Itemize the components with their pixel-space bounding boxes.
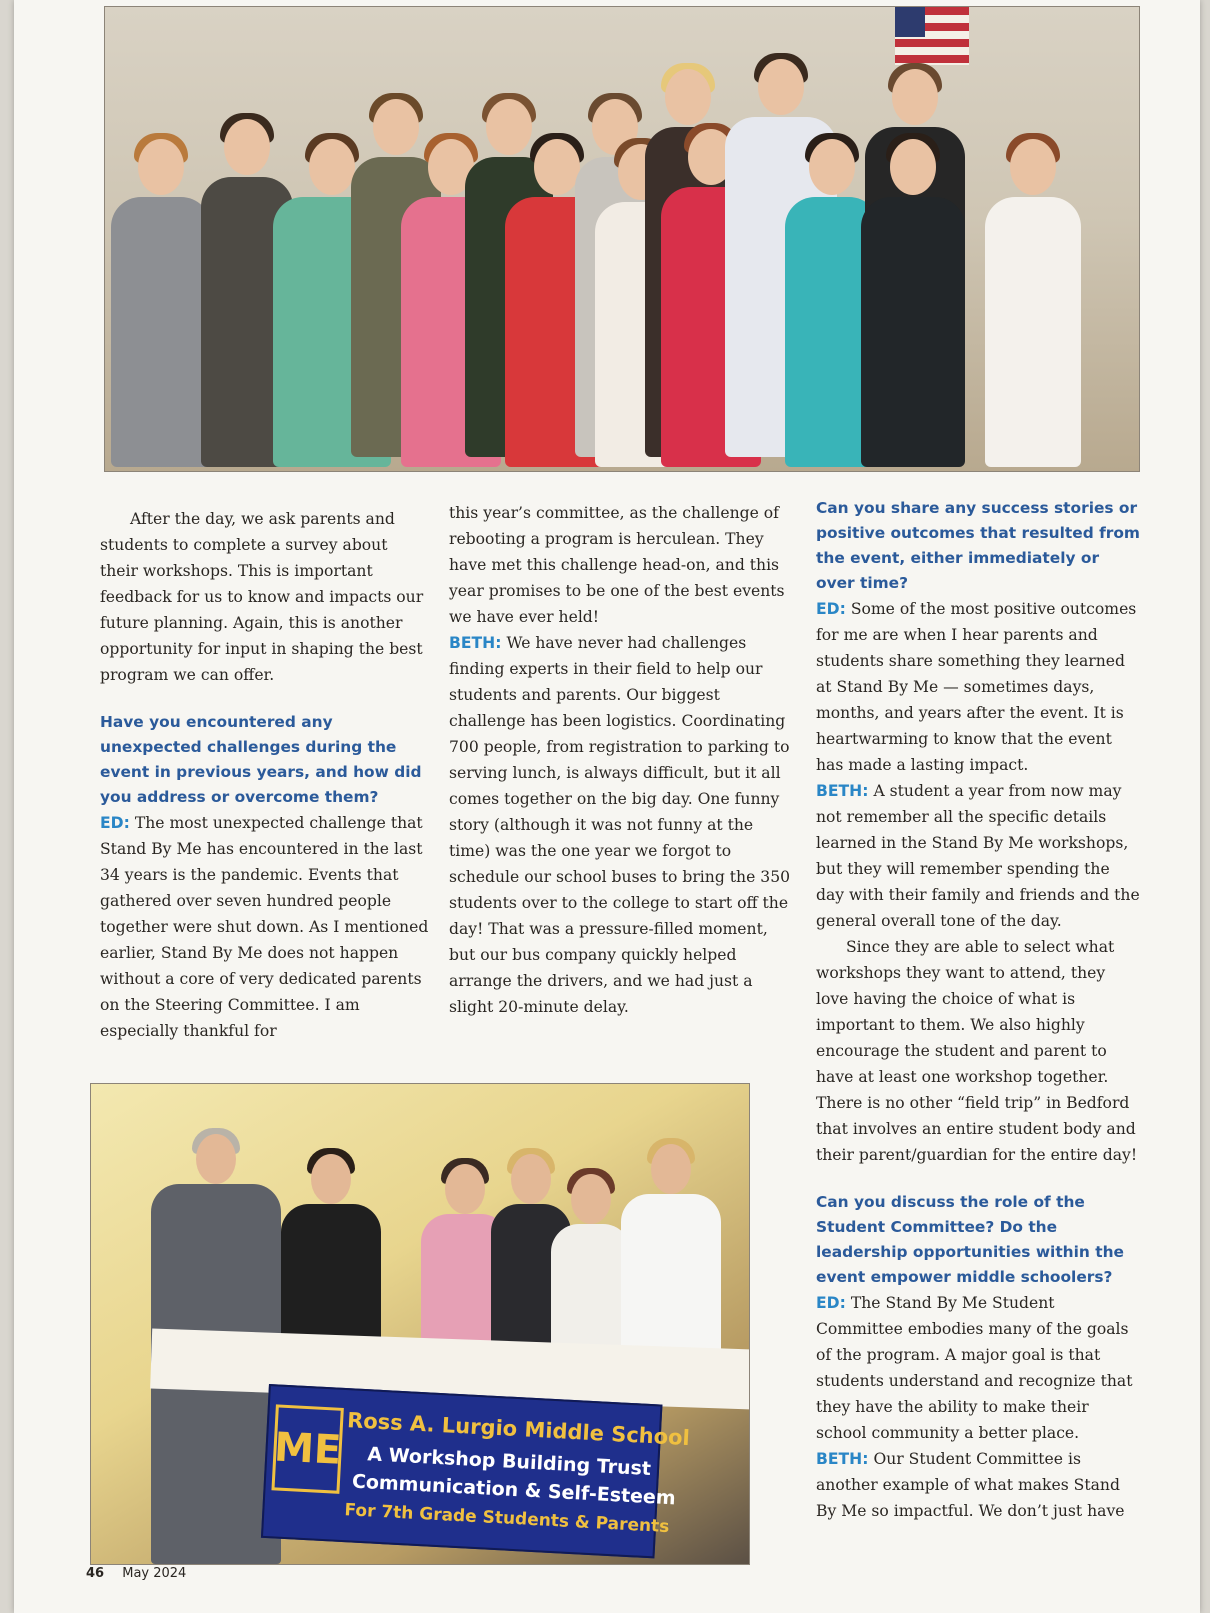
banner-logo: ME (271, 1404, 343, 1493)
answer-paragraph (816, 778, 1142, 934)
banner-audience: For 7th Grade Students & Parents (343, 1500, 670, 1538)
flag-graphic (895, 7, 969, 65)
answer-paragraph (816, 1446, 1142, 1524)
interview-question: Have you encountered any unexpected challenges during the event in previous years, and how did you address or overcome them? (100, 713, 422, 806)
issue-date: May 2024 (122, 1566, 187, 1581)
page-folio (86, 1566, 186, 1581)
answer-text: The most unexpected challenge that Stand By Me has encountered in the last 34 years is the pandemic. Events that gathered over seven hundred people together were shut down. As I mentioned earlier, Stand By Me does not happen without a core of very dedicated parents on the Steering Committee. I am especially thankful for (100, 814, 429, 1040)
speaker-label: ED: (816, 600, 846, 618)
banner-school-name: Ross A. Lurgio Middle School (346, 1408, 691, 1451)
answer-paragraph (816, 1290, 1142, 1446)
paragraph: this year’s committee, as the challenge of rebooting a program is herculean. They have met this challenge head-on, and this year promises to be one of the best events we have ever held! (449, 504, 785, 626)
text-column-2 (449, 500, 799, 1020)
paragraph: After the day, we ask parents and students to complete a survey about their workshops. This is important feedback for us to know and impacts our future planning. Again, this is another opportunity for input in shaping the best program we can offer. (100, 510, 424, 684)
speaker-label: BETH: (816, 782, 869, 800)
speaker-label: BETH: (449, 634, 502, 652)
answer-paragraph (449, 630, 799, 1020)
text-column-3 (816, 496, 1142, 1524)
answer-paragraph (100, 810, 430, 1044)
school-banner (261, 1384, 691, 1558)
person (861, 197, 965, 467)
person (111, 197, 211, 467)
banner-line: A Workshop Building Trust (366, 1443, 652, 1481)
interview-question: Can you share any success stories or positive outcomes that resulted from the event, either immediately or over time? (816, 499, 1140, 592)
answer-text: We have never had challenges finding experts in their field to help our students and parents. Our biggest challenge has been logistics. Coordinating 700 people, from registration to parking to serving lunch, is always difficult, but it all comes together on the big day. One funny story (although it was not funny at the time) was the one year we forgot to schedule our school buses to bring the 350 students over to the college to start off the day! That was a pressure-filled moment, but our bus company quickly helped arrange the drivers, and we had just a slight 20-minute delay. (449, 634, 791, 1016)
page-number: 46 (86, 1566, 105, 1581)
text-column-1 (100, 506, 430, 1044)
magazine-page (14, 0, 1200, 1613)
interview-question: Can you discuss the role of the Student Committee? Do the leadership opportunities within the event empower middle schoolers? (816, 1193, 1124, 1286)
speaker-label: ED: (100, 814, 130, 832)
group-photo-student-committee (104, 6, 1140, 472)
answer-text: Our Student Committee is another example of what makes Stand By Me so impactful. We don’t just have (816, 1450, 1125, 1520)
answer-paragraph (816, 596, 1142, 778)
speaker-label: ED: (816, 1294, 846, 1312)
banner-line: Communication & Self-Esteem (351, 1470, 677, 1510)
person (985, 197, 1081, 467)
registration-table-photo (90, 1083, 750, 1565)
answer-text: A student a year from now may not remember all the specific details learned in the Stand By Me workshops, but they will remember spending the day with their family and friends and the general overall tone of the day. (816, 782, 1140, 930)
speaker-label: BETH: (816, 1450, 869, 1468)
answer-text: Some of the most positive outcomes for me are when I hear parents and students share something they learned at Stand By Me — sometimes days, months, and years after the event. It is heartwarming to know that the event has made a lasting impact. (816, 600, 1137, 774)
answer-text: The Stand By Me Student Committee embodies many of the goals of the program. A major goal is that students understand and recognize that they have the ability to make their school community a better place. (816, 1294, 1133, 1442)
paragraph: Since they are able to select what workshops they want to attend, they love having the choice of what is important to them. We also highly encourage the student and parent to have at least one workshop together. There is no other “field trip” in Bedford that involves an entire student body and their parent/guardian for the entire day! (816, 938, 1138, 1164)
